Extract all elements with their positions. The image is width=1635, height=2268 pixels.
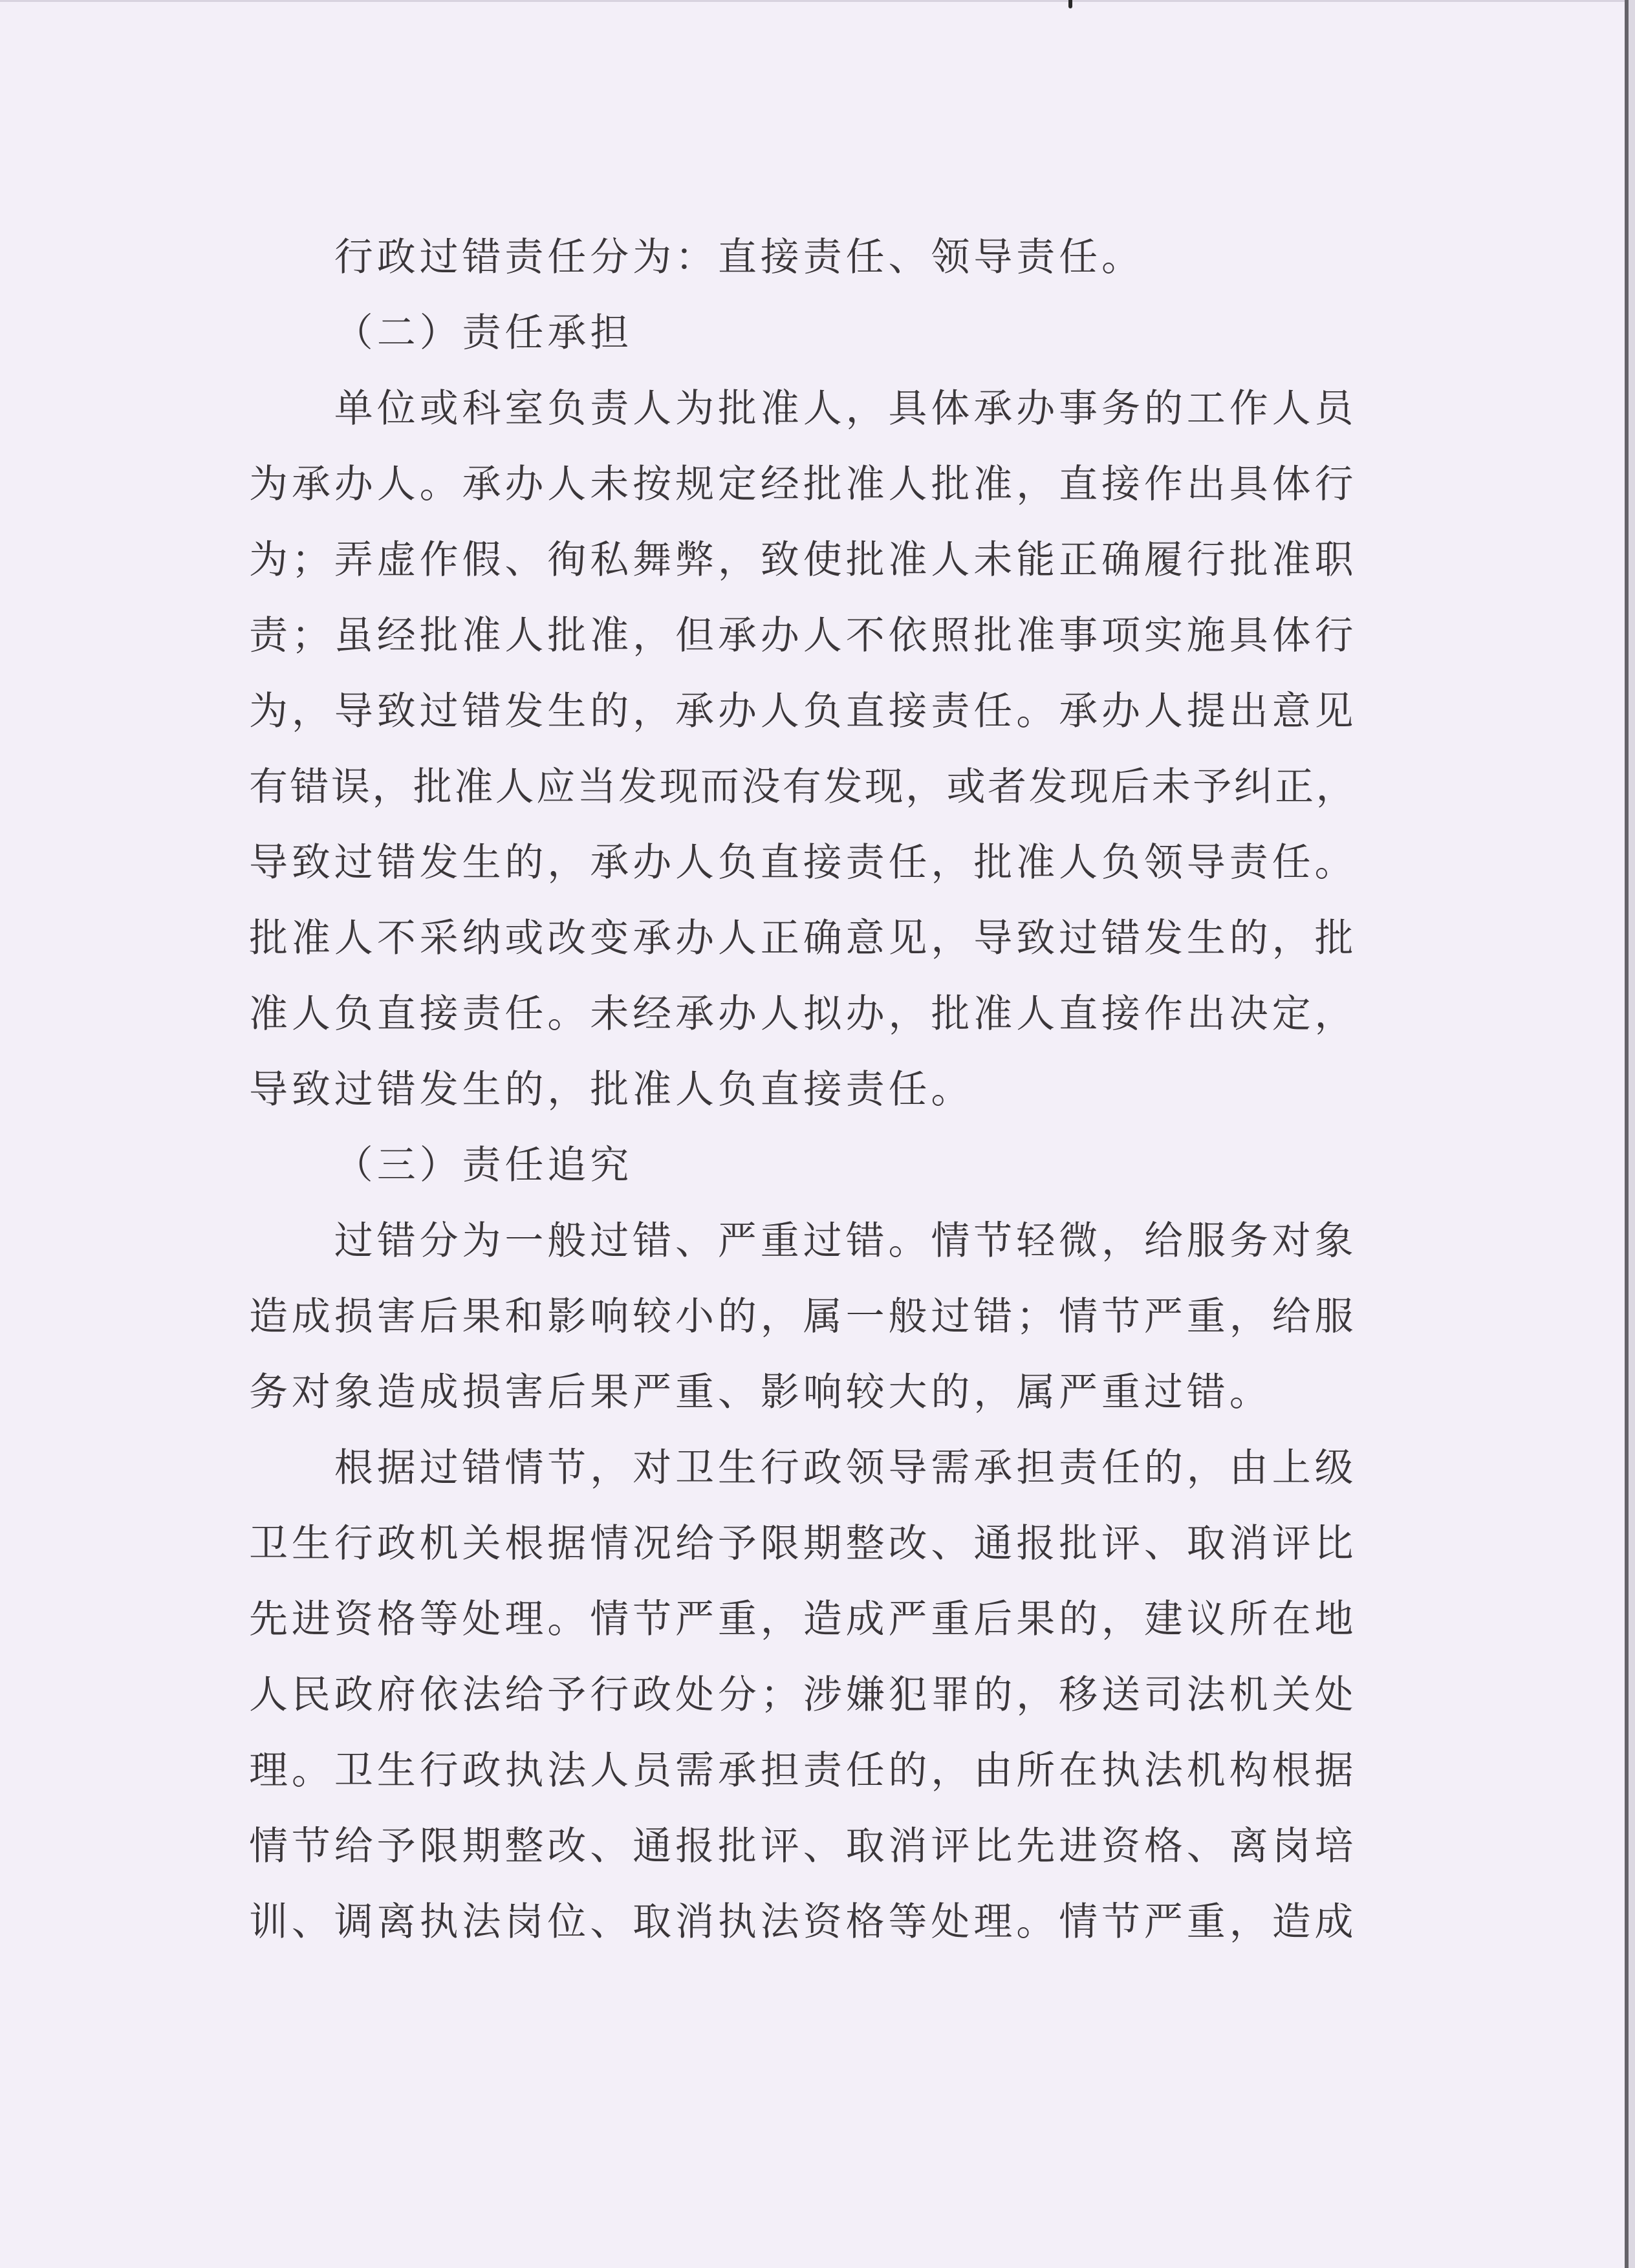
paragraph-line: 情节给予限期整改、通报批评、取消评比先进资格、离岗培 [249, 1824, 1358, 1869]
paragraph-line: 有错误，批准人应当发现而没有发现，或者发现后未予纠正， [249, 764, 1357, 810]
paragraph-line: 根据过错情节，对卫生行政领导需承担责任的，由上级 [334, 1445, 1358, 1491]
scan-edge-right-outer [1629, 0, 1635, 2268]
scan-edge-top [0, 0, 1625, 2]
paragraph-line: 训、调离执法岗位、取消执法资格等处理。情节严重，造成 [249, 1899, 1358, 1945]
paragraph-line: 导致过错发生的，批准人负直接责任。 [249, 1067, 974, 1112]
paragraph-line: 造成损害后果和影响较小的，属一般过错；情节严重，给服 [249, 1294, 1358, 1339]
paragraph-line: 过错分为一般过错、严重过错。情节轻微，给服务对象 [334, 1218, 1358, 1264]
document-body [249, 220, 1361, 1960]
paragraph-line: 导致过错发生的，承办人负直接责任，批准人负领导责任。 [249, 840, 1358, 885]
paragraph-line: 单位或科室负责人为批准人，具体承办事务的工作人员 [334, 386, 1358, 431]
paragraph-line: 为，导致过错发生的，承办人负直接责任。承办人提出意见 [249, 689, 1358, 734]
paragraph-line: 务对象造成损害后果严重、影响较大的，属严重过错。 [249, 1370, 1272, 1415]
paragraph-line: 责；虽经批准人批准，但承办人不依照批准事项实施具体行 [249, 613, 1358, 658]
paragraph-line: 准人负直接责任。未经承办人拟办，批准人直接作出决定， [249, 991, 1358, 1037]
scan-mark [1068, 0, 1072, 8]
paragraph-line: 先进资格等处理。情节严重，造成严重后果的，建议所在地 [249, 1597, 1358, 1642]
section-heading: （三）责任追究 [334, 1143, 633, 1188]
paragraph-line: 卫生行政机关根据情况给予限期整改、通报批评、取消评比 [249, 1521, 1358, 1566]
paragraph-line: 批准人不采纳或改变承办人正确意见，导致过错发生的，批 [249, 916, 1358, 961]
paragraph-line: 理。卫生行政执法人员需承担责任的，由所在执法机构根据 [249, 1748, 1358, 1793]
section-heading: （二）责任承担 [334, 310, 633, 356]
paragraph-line: 行政过错责任分为：直接责任、领导责任。 [334, 235, 1144, 280]
paragraph-line: 为；弄虚作假、徇私舞弊，致使批准人未能正确履行批准职 [249, 537, 1358, 583]
paragraph-line: 为承办人。承办人未按规定经批准人批准，直接作出具体行 [249, 462, 1358, 507]
paragraph-line: 人民政府依法给予行政处分；涉嫌犯罪的，移送司法机关处 [249, 1672, 1358, 1718]
